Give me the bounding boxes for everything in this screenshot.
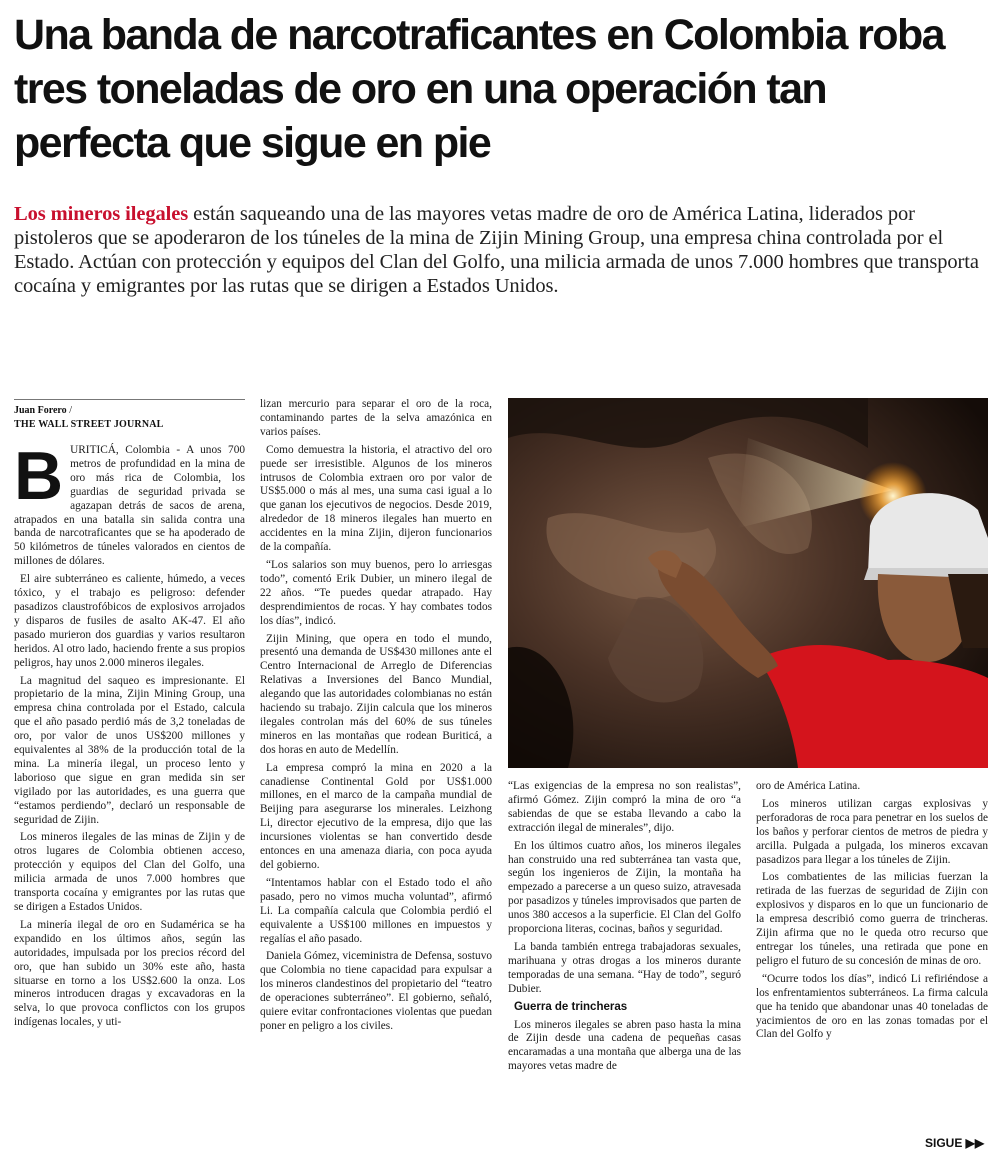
byline-separator: / [69, 405, 72, 416]
lede-highlight: Los mineros ilegales [14, 203, 189, 225]
continue-marker: SIGUE ▶▶ [925, 1136, 985, 1150]
paragraph: Zijin Mining, que opera en todo el mundo, presentó una demanda de US$430 millones ante el Centro Internacional de Arreglo de Diferencias Relativas a Inversiones del Banco Mundial, alegando que las autoridades colombianas no están haciendo su trabajo. Zijin calcula que los mineros ilegales controlan más del 60% de sus túneles mineros en las montañas que rodean Buriticá, a dos horas en auto de Medellín. [260, 632, 492, 756]
paragraph: La magnitud del saqueo es impresionante. El propietario de la mina, Zijin Mining Group, una empresa china controlada por el Estado, calcula que el año pasado perdió más de 3,2 toneladas de oro, por valor de unos US$200 millones y equivalentes al 38% de la producción total de la mina. La minería ilegal, un proceso lento y laborioso que sigue en gran medida sin ser vigilado por las autoridades, es una guerra que “estamos perdiendo”, declaró un responsable de seguridad de Zijin. [14, 674, 245, 826]
paragraph: Los mineros ilegales de las minas de Zijin y de otros lugares de Colombia obtienen acceso, protección y equipos del Clan del Golfo, una milicia armada de unos 7.000 hombres que transporta cocaína y emigrantes por las rutas que se dirigen a Estados Unidos. [14, 831, 245, 913]
article-column-4 [756, 780, 988, 1046]
lede-text: están saqueando una de las mayores vetas madre de oro de América Latina, liderados por pistoleros que se apoderaron de los túneles de la mina de Zijin Mining Group, una empresa china controlada por el Estado. Actúan con protección y equipos del Clan del Golfo, una milicia armada de unos 7.000 hombres que transporta cocaína y emigrantes por las rutas que se dirigen a Estados Unidos. [14, 203, 979, 297]
article-column-3 [508, 780, 741, 1078]
paragraph: La minería ilegal de oro en Sudamérica se ha expandido en los últimos años, según las autoridades, impulsada por los precios récord del oro, que han subido un 30% este año, hasta situarse en torno a los US$2.600 la onza. Los mineros introducen dragas y excavadoras en la selva, lo que provoca conflictos con los grupos indígenas locales, y uti- [14, 918, 245, 1029]
paragraph: Los mineros utilizan cargas explosivas y perforadoras de roca para penetrar en los suelos de los baños y perforar cientos de metros de piedra y arcilla. Pulgada a pulgada, los mineros excavan pasadizos para llegar a los túneles de Zijin. [756, 797, 988, 866]
byline [14, 399, 245, 432]
paragraph: “Las exigencias de la empresa no son realistas”, afirmó Gómez. Zijin compró la mina de oro “a sabiendas de que se estaba llevando a cabo la extracción ilegal de minerales”, dijo. [508, 780, 741, 834]
article-column-1 [14, 438, 245, 1034]
outlet-name: THE WALL STREET JOURNAL [14, 419, 164, 430]
paragraph: “Intentamos hablar con el Estado todo el año pasado, pero no vimos mucha voluntad”, afirmó Li. La compañía calcula que Colombia perdió el equivalente a US$100 millones en impuestos y regalías el año pasado. [260, 876, 492, 945]
paragraph: El aire subterráneo es caliente, húmedo, a veces tóxico, y el trabajo es peligroso: defender pasadizos claustrofóbicos de explosivos arrojados y disparos de fusiles de asalto AK-47. El año pasado murieron dos guardias y varios resultaron heridos. Al otro lado, haciendo frente a sus propios peligros, hay unos 2.000 mineros ilegales. [14, 573, 245, 669]
miner-photo [508, 398, 988, 768]
paragraph: En los últimos cuatro años, los mineros ilegales han construido una red subterránea tan vasta que, según los ingenieros de Zijin, la montaña ha empezado a parecerse a un queso suizo, atravesada por pasadizos y túneles improvisados que parten de unos 380 accesos a la superficie. El Clan del Golfo proporciona literas, cocinas, baños y seguridad. [508, 839, 741, 936]
paragraph: La banda también entrega trabajadoras sexuales, marihuana y otras drogas a los mineros durante temporadas de una semana. “Hay de todo”, seguró Dubier. [508, 940, 741, 995]
paragraph: lizan mercurio para separar el oro de la roca, contaminando partes de la selva amazónica en varios países. [260, 398, 492, 438]
paragraph: Como demuestra la historia, el atractivo del oro puede ser irresistible. Algunos de los mineros intrusos de Colombia extraen oro por valor de US$5.000 o más al mes, una suma casi igual a lo que ganan los ejecutivos de negocios. Desde 2019, alrededor de 18 mineros ilegales han muerto en accidentes en la mina Zijin, dijeron funcionarios de la compañía. [260, 443, 492, 554]
paragraph: Los combatientes de las milicias fuerzan la retirada de las fuerzas de seguridad de Zijin con explosivos y disparos en lo que un funcionario de la empresa describió como guerra de trincheras. Zijin afirma que no le queda otro recurso que entregar los túneles, una retirada que pone en peligro el futuro de su concesión de minas de oro. [756, 871, 988, 967]
paragraph: “Los salarios son muy buenos, pero lo arriesgas todo”, comentó Erik Dubier, un minero ilegal de 22 años. “Te puedes quedar atrapado. Hay desprendimientos de rocas. Y hay combates todos los días”, indicó. [260, 558, 492, 627]
headline: Una banda de narcotraficantes en Colombia roba tres toneladas de oro en una operación tan perfecta que sigue en pie [14, 11, 944, 167]
dropcap: B [14, 438, 64, 514]
section-subhead: Guerra de trincheras [514, 1000, 628, 1013]
paragraph: oro de América Latina. [756, 780, 861, 792]
paragraph: “Ocurre todos los días”, indicó Li refiriéndose a los enfrentamientos subterráneos. La firma calcula que ha tenido que abandonar unas 40 toneladas de yacimientos de oro en las zonas tomadas por el Clan del Golfo y [756, 972, 988, 1041]
paragraph: La empresa compró la mina en 2020 a la canadiense Continental Gold por US$1.000 millones, en el marco de la campaña mundial de Beijing para asegurarse los minerales. Leizhong Li, director ejecutivo de la empresa, dijo que las incursiones violentas se han convertido desde entonces en una amenaza diaria, con poca ayuda del gobierno. [260, 761, 492, 871]
author-name: Juan Forero [14, 405, 67, 416]
paragraph: Daniela Gómez, viceministra de Defensa, sostuvo que Colombia no tiene capacidad para expulsar a los mineros clandestinos del propietario del “teatro de operaciones subterráneo”. El gobierno, señaló, quiere evitar confrontaciones violentas que puedan poner en peligro a los civiles. [260, 950, 492, 1032]
article-column-2 [260, 398, 492, 1038]
lede [14, 202, 989, 298]
paragraph: Los mineros ilegales se abren paso hasta la mina de Zijin desde una cadena de pequeñas casas encaramadas a una montaña que alberga una de las mayores vetas madre de [508, 1018, 741, 1073]
miner-photo-illustration [508, 398, 988, 768]
paragraph: URITICÁ, Colombia - A unos 700 metros de profundidad en la mina de oro más rica de Colombia, los guardias de seguridad privada se agazapan detrás de sacos de arena, atrapados en una batalla sin salida contra una banda de narcotraficantes que se ha apoderado de 50 kilómetros de túneles valorados en cientos de millones de dólares. [14, 444, 245, 568]
